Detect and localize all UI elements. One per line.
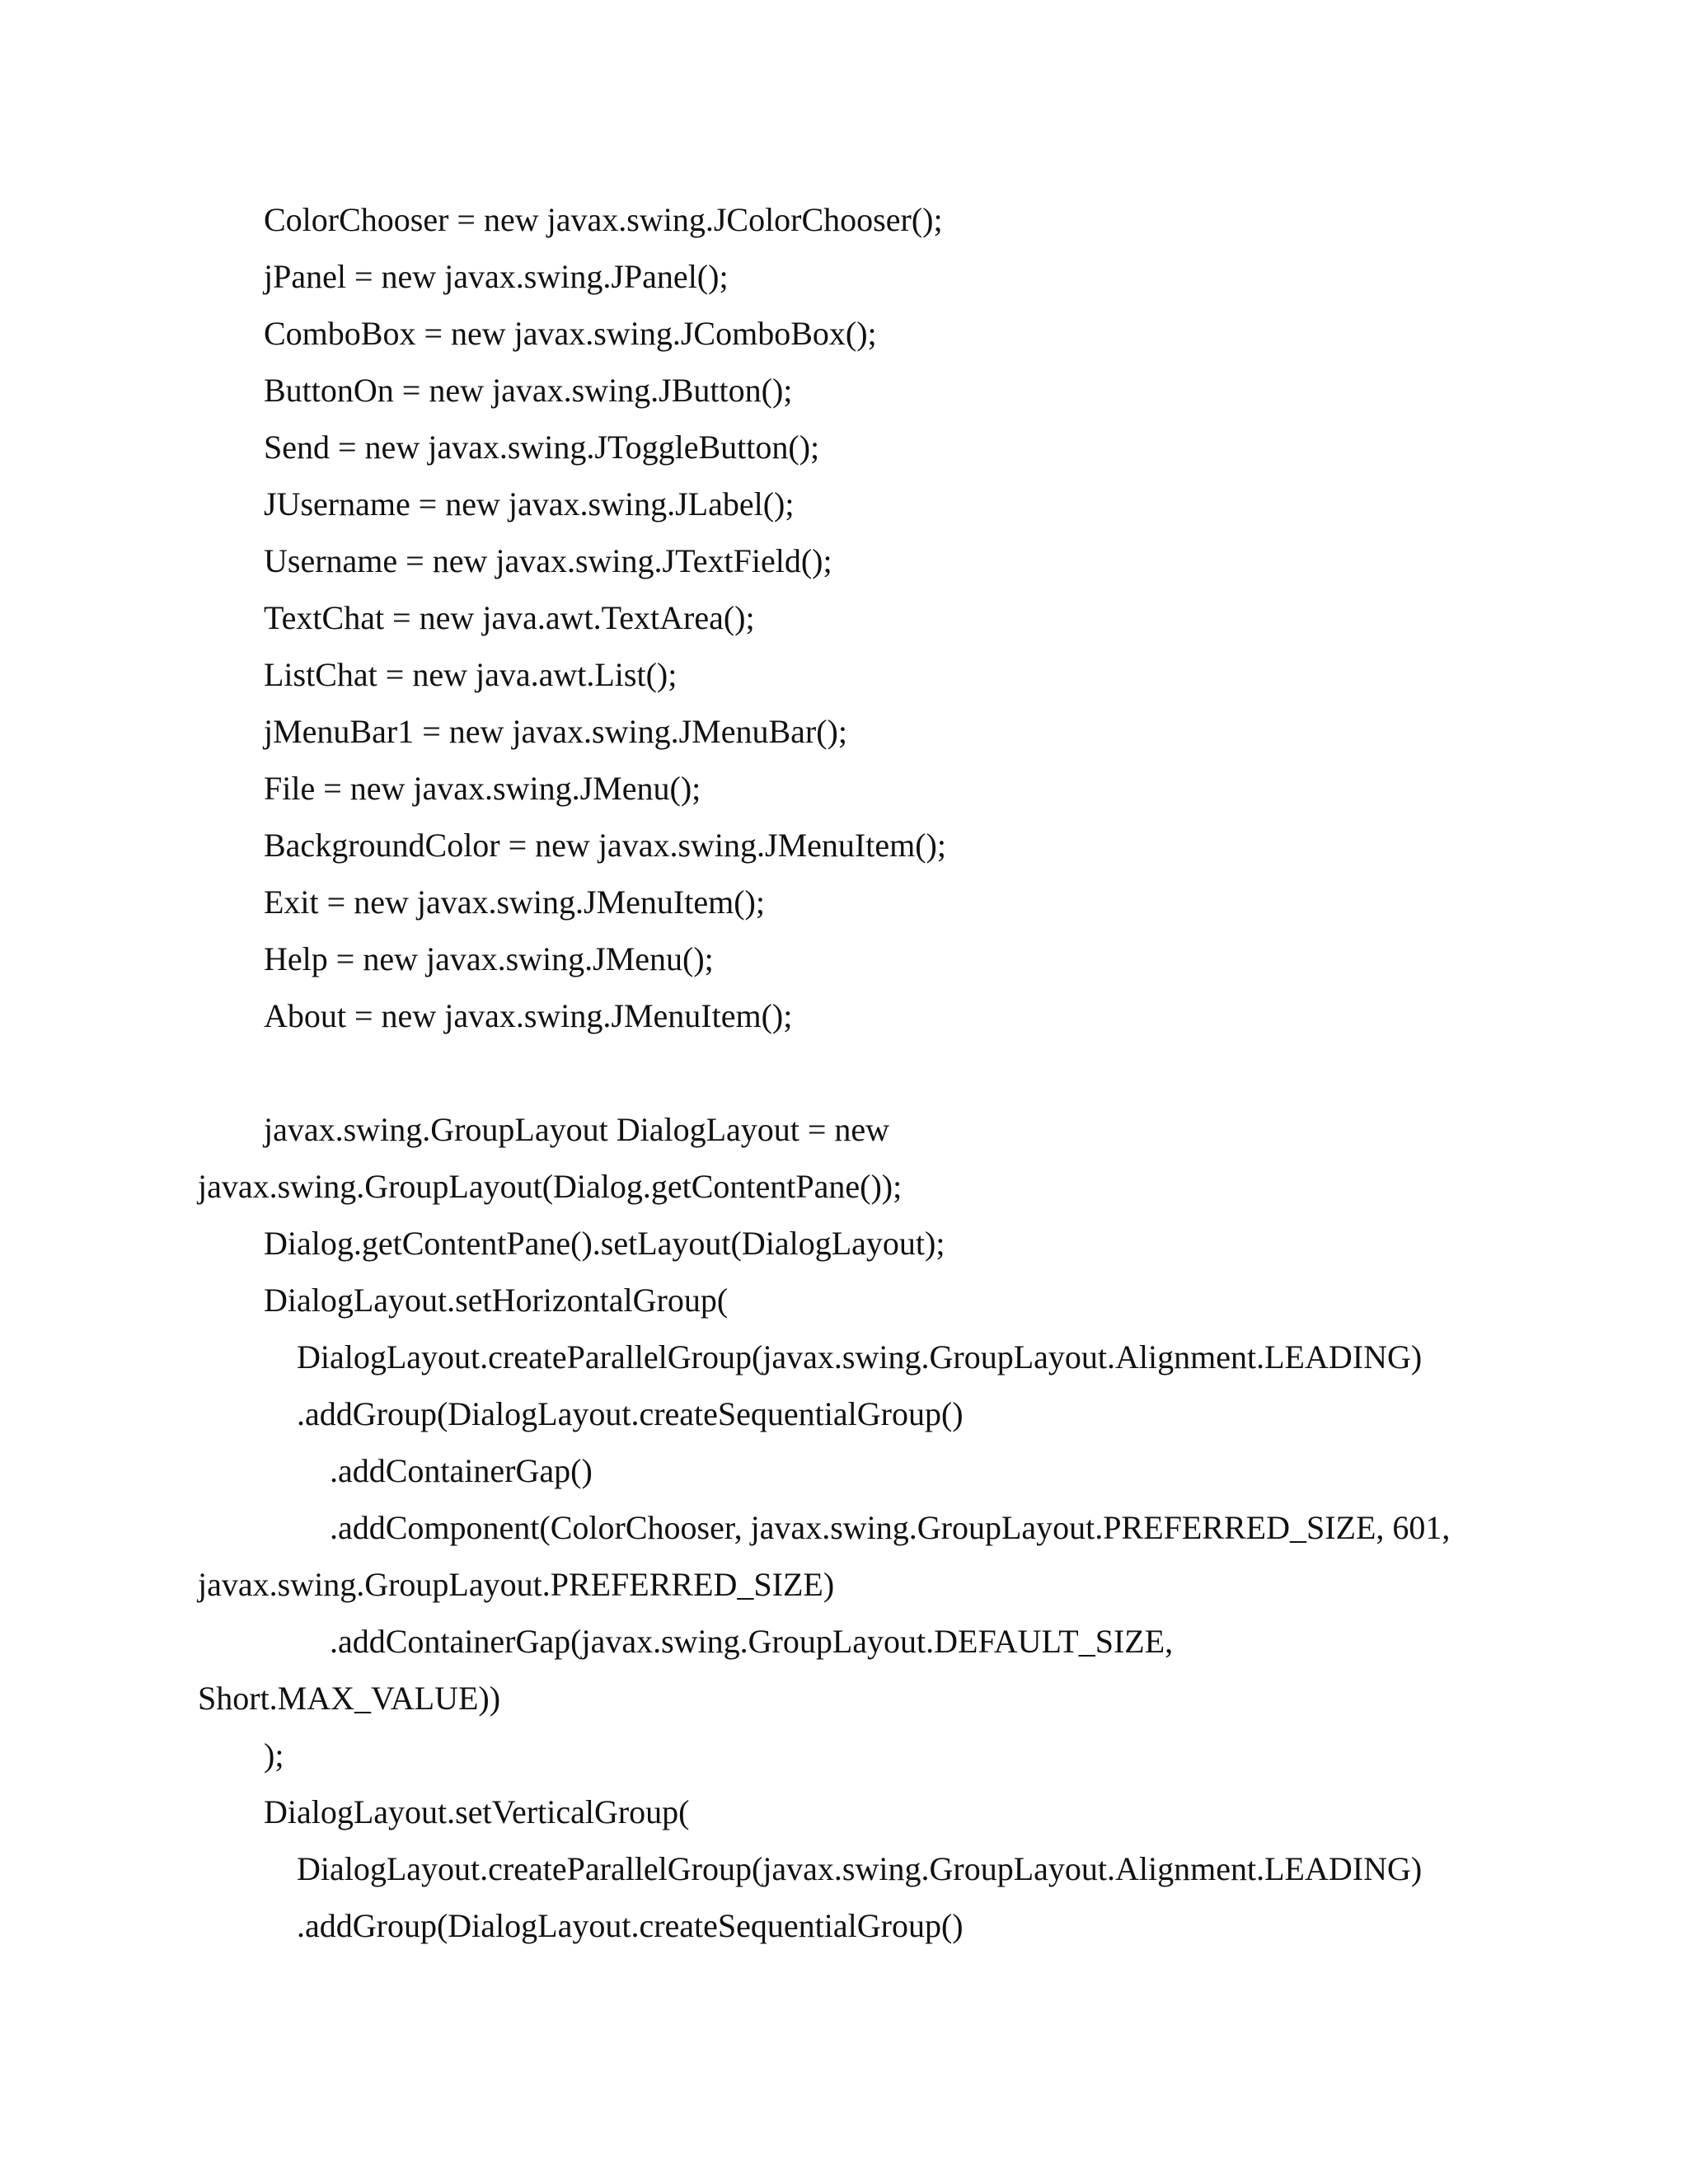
code-line: .addContainerGap() <box>330 1452 593 1489</box>
code-line: jPanel = new javax.swing.JPanel(); <box>264 258 729 295</box>
code-line: javax.swing.GroupLayout.PREFERRED_SIZE) <box>198 1566 835 1603</box>
code-line: Exit = new javax.swing.JMenuItem(); <box>264 883 765 921</box>
code-line: DialogLayout.setHorizontalGroup( <box>264 1282 729 1319</box>
code-line: Username = new javax.swing.JTextField(); <box>264 542 832 579</box>
code-line: DialogLayout.setVerticalGroup( <box>264 1793 690 1830</box>
code-line: ComboBox = new javax.swing.JComboBox(); <box>264 315 877 352</box>
code-line: .addGroup(DialogLayout.createSequentialGroup() <box>297 1395 964 1432</box>
code-line: DialogLayout.createParallelGroup(javax.swing.GroupLayout.Alignment.LEADING) <box>297 1850 1423 1887</box>
code-line: Short.MAX_VALUE)) <box>198 1680 501 1717</box>
code-line: About = new javax.swing.JMenuItem(); <box>264 997 793 1034</box>
code-line: JUsername = new javax.swing.JLabel(); <box>264 485 795 523</box>
code-line: Send = new javax.swing.JToggleButton(); <box>264 429 820 466</box>
code-line: ); <box>264 1736 284 1774</box>
code-line: jMenuBar1 = new javax.swing.JMenuBar(); <box>264 713 847 750</box>
code-line: Help = new javax.swing.JMenu(); <box>264 940 714 977</box>
code-line: ColorChooser = new javax.swing.JColorChooser(); <box>264 201 943 238</box>
code-line: ListChat = new java.awt.List(); <box>264 656 678 693</box>
code-line: Dialog.getContentPane().setLayout(DialogLayout); <box>264 1225 945 1262</box>
code-line: javax.swing.GroupLayout DialogLayout = new <box>264 1111 890 1148</box>
code-line: BackgroundColor = new javax.swing.JMenuItem(); <box>264 827 946 864</box>
code-line: .addContainerGap(javax.swing.GroupLayout.DEFAULT_SIZE, <box>330 1623 1174 1660</box>
code-line: .addGroup(DialogLayout.createSequentialGroup() <box>297 1907 964 1944</box>
code-line: File = new javax.swing.JMenu(); <box>264 770 701 807</box>
code-line: DialogLayout.createParallelGroup(javax.swing.GroupLayout.Alignment.LEADING) <box>297 1338 1423 1376</box>
blank-line <box>198 1044 1550 1101</box>
code-listing <box>198 191 1550 1954</box>
code-line: ButtonOn = new javax.swing.JButton(); <box>264 372 793 409</box>
code-line: .addComponent(ColorChooser, javax.swing.GroupLayout.PREFERRED_SIZE, 601, <box>330 1509 1451 1546</box>
code-line: TextChat = new java.awt.TextArea(); <box>264 599 755 636</box>
code-line: javax.swing.GroupLayout(Dialog.getContentPane()); <box>198 1168 903 1205</box>
